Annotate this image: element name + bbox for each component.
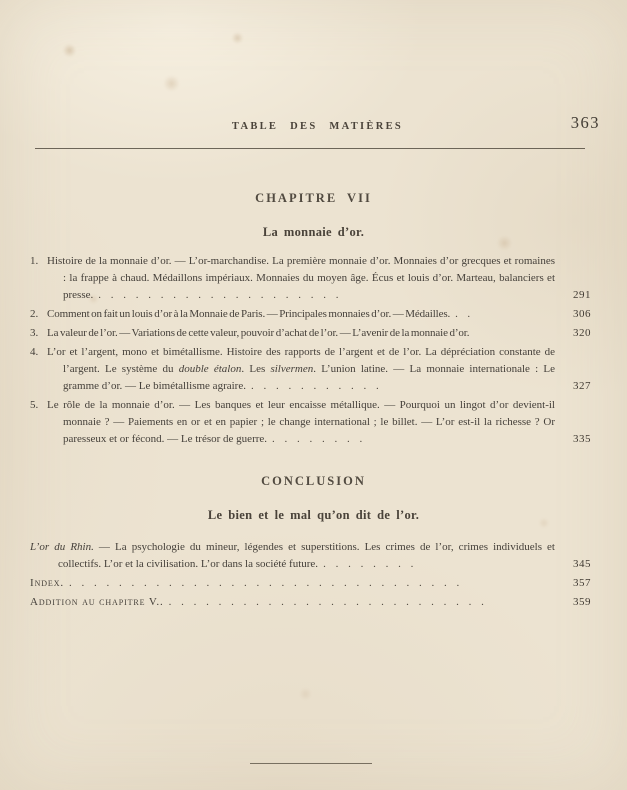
toc-entry-4 xyxy=(30,344,591,395)
entry-page-number: 359 xyxy=(573,596,591,608)
entry-page-number: 327 xyxy=(573,380,591,392)
toc-entry-3 xyxy=(30,325,591,342)
dot-leader: . . . . . . . . . . . . . . . . . . . . . . . . . . xyxy=(168,596,484,608)
entry-page-number: 291 xyxy=(573,289,591,301)
entry-text: Addition au chapitre V.. . . . . . . . . . . . . . . . . . . . . . . . . . . xyxy=(30,596,484,608)
entry-number: 1. xyxy=(30,255,39,267)
foxing-spot xyxy=(231,32,244,44)
entry-text: Le rôle de la monnaie d’or. — Les banques et leur encaisse métallique. — Pourquoi un lingot d’or devient-il monnaie ? — Paiements en or et en papier ; le change international ; le billet. — L’or est-il la richesse ? Or paresseux et or fécond. — Le trésor de guerre. . . . . . . . . xyxy=(47,399,555,445)
header-rule xyxy=(35,148,585,149)
toc-entry-or-du-rhin xyxy=(30,539,591,573)
entry-text: Histoire de la monnaie d’or. — L’or-marchandise. La première monnaie d’or. Monnaies d’or grecques et romaines : la frappe à chaud. Médaillons impériaux. Monnaies du moyen âge. Écus et louis d’or. Marteau, balanciers et presse. . . . . . . . . . . . . . . . . . . . . xyxy=(47,255,555,301)
entry-number: 3. xyxy=(30,327,39,339)
dot-leader: . . . . . . . . . . . . . . . . . . . . . . . . . . . . . . . . xyxy=(69,577,460,589)
entry-number: 4. xyxy=(30,346,39,358)
foxing-spot xyxy=(162,76,181,91)
chapter-subtitle: La monnaie d’or. xyxy=(262,225,365,239)
page-number: 363 xyxy=(570,113,600,132)
conclusion-subtitle: Le bien et le mal qu’on dit de l’or. xyxy=(207,508,420,522)
conclusion-toc-list xyxy=(30,539,591,611)
dot-leader: . . xyxy=(455,308,471,320)
toc-entry-2 xyxy=(30,306,591,323)
entry-text: L’or du Rhin. — La psychologie du mineur, légendes et superstitions. Les crimes de l’or, crimes individuels et collectifs. L’or et la civilisation. L’or dans la société future. . . . . . . . . xyxy=(30,541,555,570)
dot-leader: . . . . . . . . xyxy=(323,558,414,570)
entry-number: 5. xyxy=(30,399,39,411)
entry-page-number: 335 xyxy=(573,433,591,445)
entry-text: Index. . . . . . . . . . . . . . . . . . . . . . . . . . . . . . . . . xyxy=(30,577,460,589)
entry-text: L’or et l’argent, mono et bimétallisme. Histoire des rapports de l’argent et de l’or. La dépréciation constante de l’argent. Le système du double étalon. Les silvermen. L’union latine. — La monnaie internationale : Le gramme d’or. — Le bimétallisme agraire. . . . . . . . . . . . xyxy=(47,346,555,392)
toc-entry-5 xyxy=(30,397,591,448)
entry-page-number: 306 xyxy=(573,308,591,320)
end-divider-rule xyxy=(250,763,372,764)
toc-entry-1 xyxy=(30,253,591,304)
entry-number: 2. xyxy=(30,308,39,320)
dot-leader: . . . . . . . . . . . xyxy=(250,380,379,392)
toc-entry-index xyxy=(30,575,591,592)
page-header xyxy=(35,113,600,136)
foxing-spot xyxy=(298,688,313,700)
entry-page-number: 320 xyxy=(573,327,591,339)
entry-text: La valeur de l’or. — Variations de cette valeur, pouvoir d’achat de l’or. — L’avenir de la monnaie d’or. xyxy=(47,327,470,339)
chapter-heading: CHAPITRE VII xyxy=(255,191,372,205)
dot-leader: . . . . . . . . . . . . . . . . . . . . xyxy=(98,289,339,301)
conclusion-heading: CONCLUSION xyxy=(261,474,366,488)
toc-entry-addition-chapitre-v xyxy=(30,594,591,611)
foxing-spot xyxy=(62,44,77,57)
dot-leader: . . . . . . . . xyxy=(272,433,363,445)
toc-list xyxy=(30,253,591,448)
entry-page-number: 345 xyxy=(573,558,591,570)
entry-page-number: 357 xyxy=(573,577,591,589)
entry-text: Comment on fait un louis d’or à la Monnaie de Paris. — Principales monnaies d’or. — Médailles. . . xyxy=(47,308,471,320)
running-title: TABLE DES MATIÈRES xyxy=(231,121,404,132)
